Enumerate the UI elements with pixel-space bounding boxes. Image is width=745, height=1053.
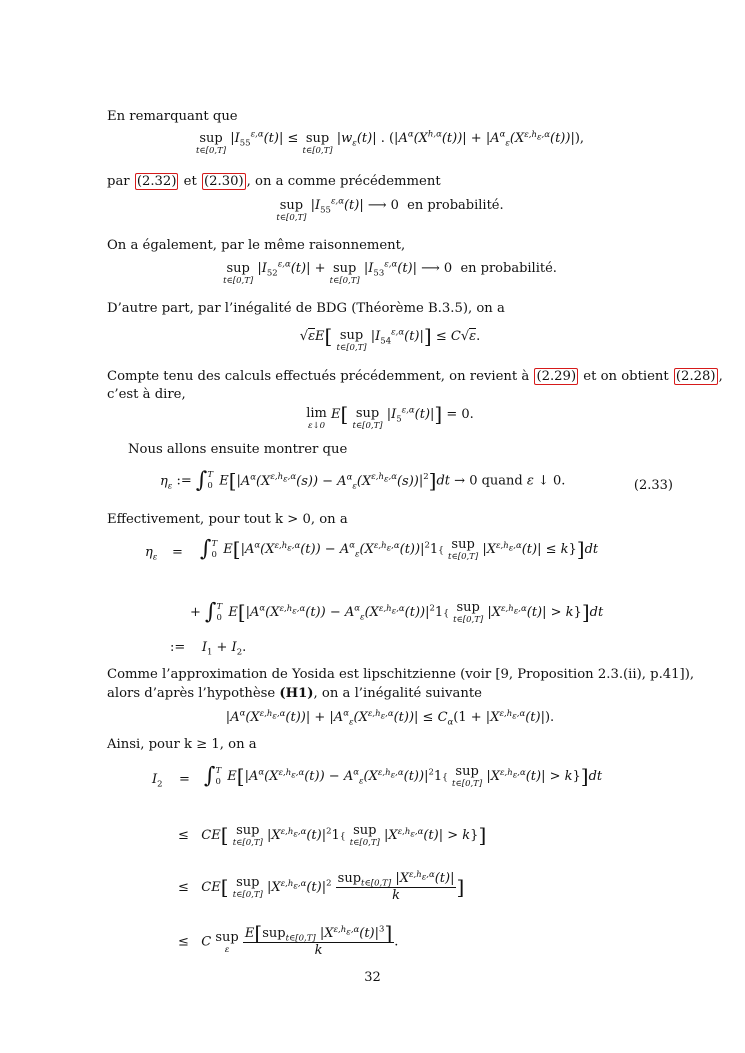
equation-i52-i53-convergence: sup t∈[0,T] $|I_{52}^{\varepsilon,\alpha}(t)|$ + sup t∈[0,T] $|I_{53}^{\varepsilon,\alpha}(t)|$ ⟶ 0 en probabilité. — [223, 259, 557, 286]
equation-i2-line4: ≤ C sup ε $\frac{E[sup_{t\in[0,T]} |X^{\varepsilon,h_\varepsilon,\alpha}(t)|^3]}{k}$ . — [178, 921, 399, 958]
equation-lim-i5: lim ε↓0 E[ sup t∈[0,T] $|I_5^{\varepsilon,\alpha}(t)|] = 0$. — [306, 402, 474, 431]
equation-i2-line1: $I_2$ = ∫ T 0 $E[|A^\alpha(X^{\varepsilon,h_\varepsilon,\alpha}(t)) - A^\alpha_\varepsilon(X^{\varepsilon,h_\varepsilon,\alpha}(t))|^21${ sup t∈[0,T] $|X^{\varepsilon,h_\varepsilon,\alpha}(t)| > k\}]dt$ — [152, 763, 603, 790]
paragraph-ainsi: Ainsi, pour k ≥ 1, on a — [107, 737, 257, 752]
equation-bdg-bound: √εE[ sup t∈[0,T] $|I_{54}^{\varepsilon,\alpha}(t)|] \le C√\varepsilon$. — [299, 324, 481, 353]
paragraph-egalement: On a également, par le même raisonnement, — [107, 238, 406, 253]
equation-number: (2.33) — [633, 478, 673, 493]
equation-i2-line3: ≤ CE[ sup t∈[0,T] $|X^{\varepsilon,h_\varepsilon,\alpha}(t)|^2$ $\frac{sup_{t\in[0,T]} |X^{\varepsilon,h_\varepsilon,\alpha}(t)|}{k}$ ] — [178, 869, 465, 903]
equation-eta-line3: := $I_1 + I_2$. — [170, 640, 247, 658]
ref-2-30[interactable]: (2.30) — [203, 174, 244, 189]
paragraph-bdg: D’autre part, par l’inégalité de BDG (Théorème B.3.5), on a — [107, 301, 505, 316]
paragraph-cest-a-dire: c’est à dire, — [107, 387, 186, 402]
equation-sup-i55-bound: sup t∈[0,T] $|I_{55}^{\varepsilon,\alpha}(t)|$ ≤ sup t∈[0,T] $|w_\varepsilon(t)|$ . $(|A^\alpha(X^{h,\alpha}(t))| + |A^\alpha_\varepsilon(X^{\varepsilon,h_\varepsilon,\alpha}(t))|)$, — [195, 129, 585, 156]
paragraph-nous-allons: Nous allons ensuite montrer que — [128, 442, 348, 457]
paragraph-hypothese: alors d’après l’hypothèse (H1), on a l’inégalité suivante — [107, 686, 482, 701]
ref-2-32[interactable]: (2.32) — [136, 174, 177, 189]
equation-i2-line2: ≤ CE[ sup t∈[0,T] $|X^{\varepsilon,h_\varepsilon,\alpha}(t)|^21${ sup t∈[0,T] $|X^{\varepsilon,h_\varepsilon,\alpha}(t)| > k$}] — [178, 823, 487, 848]
paragraph-yosida: Comme l’approximation de Yosida est lipschitzienne (voir [9, Proposition 2.3.(ii), p.41]), — [107, 667, 695, 682]
equation-lipschitz-bound: $|A^\alpha(X^{\varepsilon,h_\varepsilon,\alpha}(t))| + |A^\alpha_\varepsilon(X^{\varepsilon,h_\varepsilon,\alpha}(t))| \le C_\alpha(1 + |X^{\varepsilon,h_\varepsilon,\alpha}(t)|)$. — [225, 708, 555, 728]
equation-eta-line2: + ∫ T 0 $E[|A^\alpha(X^{\varepsilon,h_\varepsilon,\alpha}(t)) - A^\alpha_\varepsilon(X^{\varepsilon,h_\varepsilon,\alpha}(t))|^21${ sup t∈[0,T] $|X^{\varepsilon,h_\varepsilon,\alpha}(t)| > k\}]dt$ — [190, 599, 604, 625]
ref-2-28[interactable]: (2.28) — [675, 369, 716, 384]
paragraph-par-refs: par (2.32) et (2.30) , on a comme précédemment — [107, 174, 441, 189]
page-number: 32 — [364, 970, 381, 985]
paragraph-intro: En remarquant que — [107, 109, 238, 124]
paragraph-effectivement: Effectivement, pour tout k > 0, on a — [107, 512, 348, 527]
ref-2-29[interactable]: (2.29) — [536, 369, 577, 384]
paragraph-compte-tenu: Compte tenu des calculs effectués précédemment, on revient à (2.29) et on obtient (2.28) , — [107, 369, 723, 384]
equation-eta-line1: $\eta_\varepsilon$ = ∫ T 0 $E[|A^\alpha(X^{\varepsilon,h_\varepsilon,\alpha}(t)) - A^\alpha_\varepsilon(X^{\varepsilon,h_\varepsilon,\alpha}(t))|^21${ sup t∈[0,T] $|X^{\varepsilon,h_\varepsilon,\alpha}(t)| \le k\}]dt$ — [145, 536, 599, 563]
equation-2-33: $\eta_\varepsilon$ := ∫ T 0 $E[|A^\alpha(X^{\varepsilon,h_\varepsilon,\alpha}(s)) - A^\alpha_\varepsilon(X^{\varepsilon,h_\varepsilon,\alpha}(s))|^2]dt \to 0$ quand ε ↓ 0. — [160, 468, 566, 493]
equation-i55-convergence: sup t∈[0,T] $|I_{55}^{\varepsilon,\alpha}(t)|$ ⟶ 0 en probabilité. — [276, 196, 504, 223]
